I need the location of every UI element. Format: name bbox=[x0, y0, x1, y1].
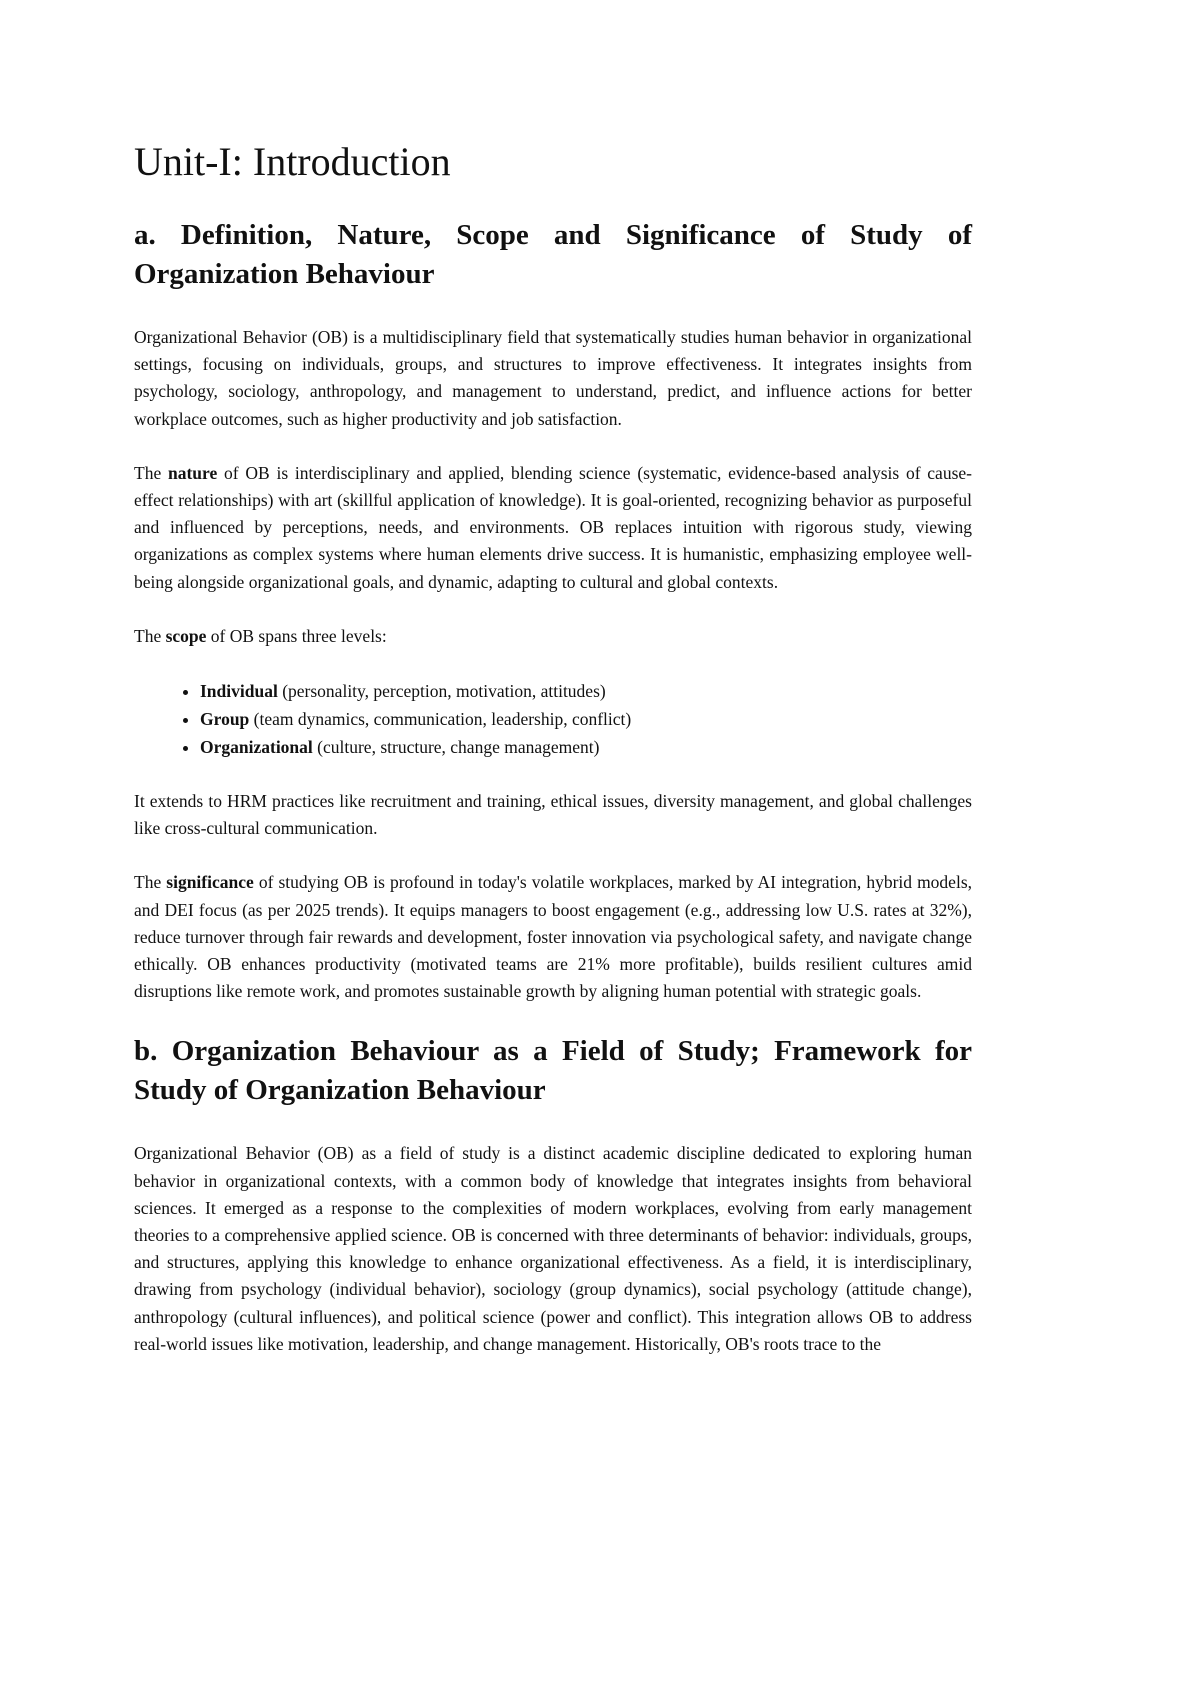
bold-term: Group bbox=[200, 709, 250, 730]
section-a-heading: a. Definition, Nature, Scope and Significance of Study of Organization Behaviour bbox=[134, 219, 972, 290]
text: (team dynamics, communication, leadership, conflict) bbox=[249, 709, 632, 730]
text: The bbox=[134, 625, 166, 646]
list-item bbox=[200, 733, 972, 761]
list-item bbox=[200, 705, 972, 733]
text: of OB is interdisciplinary and applied, blending science (systematic, evidence-based analysis of cause-effect relationships) with art (skillful application of knowledge). It is goal-oriented, recognizing behavior as purposeful and influenced by perceptions, needs, and environments. OB replaces intuition with rigorous study, viewing organizations as complex systems where human elements drive success. It is humanistic, emphasizing employee well-being alongside organizational goals, and dynamic, adapting to cultural and global contexts. bbox=[134, 462, 972, 592]
text: (personality, perception, motivation, attitudes) bbox=[277, 681, 606, 702]
text: The bbox=[134, 462, 168, 483]
document-page bbox=[134, 138, 972, 1385]
section-b-paragraph-field: Organizational Behavior (OB) as a field of study is a distinct academic discipline dedicated to exploring human behavior in organizational contexts, with a common body of knowledge that integrates insights from behavioral sciences. It emerged as a response to the complexities of modern workplaces, evolving from early management theories to a comprehensive applied science. OB is concerned with three determinants of behavior: individuals, groups, and structures, applying this knowledge to enhance organizational effectiveness. As a field, it is interdisciplinary, drawing from psychology (individual behavior), sociology (group dynamics), social psychology (attitude change), anthropology (cultural influences), and political science (power and conflict). This integration allows OB to address real-world issues like motivation, leadership, and change management. Historically, OB's roots trace to the bbox=[134, 1143, 972, 1354]
bold-term: scope bbox=[165, 625, 207, 646]
text: of OB spans three levels: bbox=[206, 625, 387, 646]
text: The bbox=[134, 872, 167, 893]
scope-list bbox=[134, 677, 972, 761]
page-title: Unit-I: Introduction bbox=[134, 139, 451, 184]
bold-term: significance bbox=[166, 872, 254, 893]
bold-term: Organizational bbox=[200, 737, 313, 758]
list-item bbox=[200, 677, 972, 705]
section-a-paragraph-scope bbox=[134, 623, 972, 650]
section-a-paragraph-definition: Organizational Behavior (OB) is a multidisciplinary field that systematically studies human behavior in organizational settings, focusing on individuals, groups, and structures to improve effectiveness. It integrates insights from psychology, sociology, anthropology, and management to understand, predict, and influence actions for better workplace outcomes, such as higher productivity and job satisfaction. bbox=[134, 327, 972, 429]
bold-term: nature bbox=[167, 462, 218, 483]
section-a-paragraph-significance bbox=[134, 869, 972, 1005]
text: of studying OB is profound in today's volatile workplaces, marked by AI integration, hybrid models, and DEI focus (as per 2025 trends). It equips managers to boost engagement (e.g., addressing low U.S. rates at 32%), reduce turnover through fair rewards and development, foster innovation via psychological safety, and navigate change ethically. OB enhances productivity (motivated teams are 21% more profitable), builds resilient cultures amid disruptions like remote work, and promotes sustainable growth by aligning human potential with strategic goals. bbox=[134, 872, 972, 1002]
section-a-paragraph-nature bbox=[134, 460, 972, 596]
section-b-heading: b. Organization Behaviour as a Field of Study; Framework for Study of Organization Behaviour bbox=[134, 1035, 972, 1107]
section-a-paragraph-extends: It extends to HRM practices like recruitment and training, ethical issues, diversity management, and global challenges like cross-cultural communication. bbox=[134, 791, 972, 839]
text: (culture, structure, change management) bbox=[312, 737, 600, 758]
bold-term: Individual bbox=[200, 681, 278, 702]
